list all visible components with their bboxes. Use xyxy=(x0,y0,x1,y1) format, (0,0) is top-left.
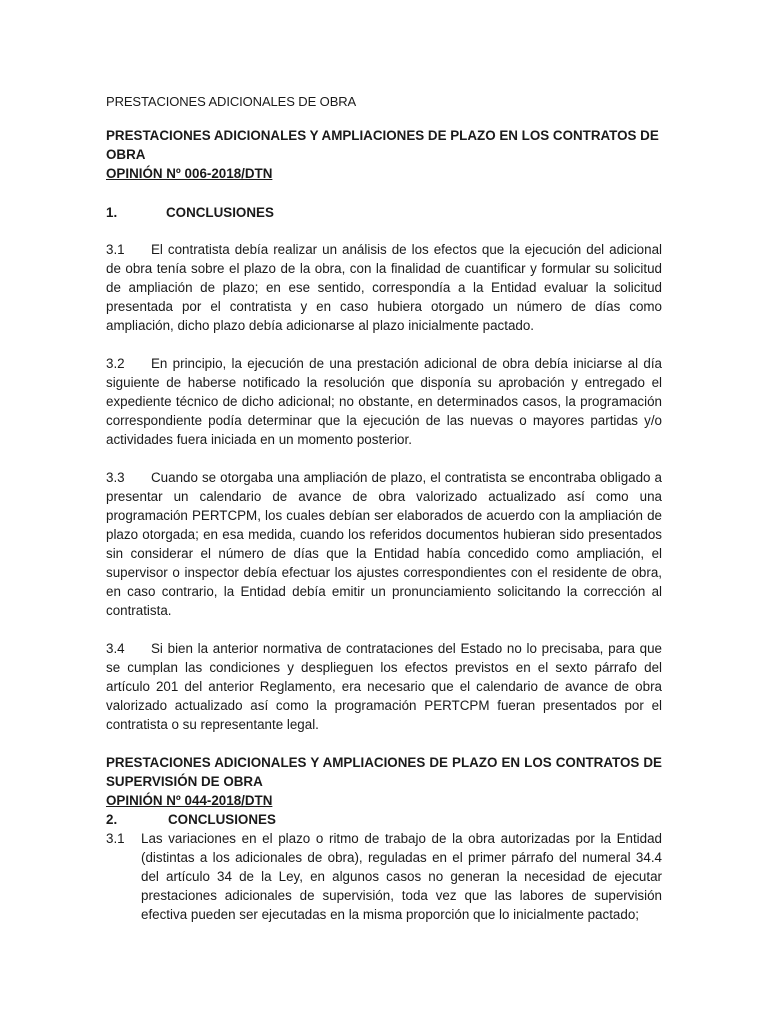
section2-opinion: OPINIÓN Nº 044-2018/DTN xyxy=(106,793,273,808)
section1-opinion: OPINIÓN Nº 006-2018/DTN xyxy=(106,166,273,181)
paragraph-number: 3.1 xyxy=(106,242,125,257)
section1-heading-number: 1. xyxy=(106,205,118,220)
section2-title: PRESTACIONES ADICIONALES Y AMPLIACIONES DE PLAZO EN LOS CONTRATOS DE SUPERVISIÓN DE OBRA xyxy=(106,755,662,789)
section2-heading xyxy=(106,810,662,829)
document-body xyxy=(106,92,662,924)
paragraph-number: 3.1 xyxy=(106,831,125,846)
paragraph-text: El contratista debía realizar un análisis de los efectos que la ejecución del adicional de obra tenía sobre el plazo de la obra, con la finalidad de cuantificar y formular su solicitud de ampliación de plazo; en ese sentido, correspondía a la Entidad evaluar la solicitud presentada por el contratista y en caso hubiera otorgado un número de días como ampliación, dicho plazo debía adicionarse al plazo inicialmente pactado. xyxy=(106,242,662,333)
section1-heading-text: CONCLUSIONES xyxy=(166,205,274,220)
section1-heading xyxy=(106,203,662,222)
paragraph-text: Cuando se otorgaba una ampliación de plazo, el contratista se encontraba obligado a presentar un calendario de avance de obra valorizado actualizado así como una programación PERTCPM, los cuales debían ser elaborados de acuerdo con la ampliación de plazo otorgada; en esa medida, cuando los referidos documentos hubieran sido presentados sin considerar el número de días que la Entidad había concedido como ampliación, el supervisor o inspector debía efectuar los ajustes correspondientes con el residente de obra, en caso contrario, la Entidad debía emitir un pronunciamiento solicitando la corrección al contratista. xyxy=(106,470,662,618)
paragraph-text: Las variaciones en el plazo o ritmo de trabajo de la obra autorizadas por la Entidad (distintas a los adicionales de obra), reguladas en el primer párrafo del numeral 34.4 del artículo 34 de la Ley, en algunos casos no generan la necesidad de ejecutar prestaciones adicionales de supervisión, toda vez que las labores de supervisión efectiva pueden ser ejecutadas en la misma proporción que lo inicialmente pactado; xyxy=(141,831,662,922)
section1-paragraph-3-3 xyxy=(106,468,662,620)
section1-paragraph-3-2 xyxy=(106,354,662,449)
document-header: PRESTACIONES ADICIONALES DE OBRA xyxy=(106,94,357,109)
section2-title-block xyxy=(106,753,662,810)
paragraph-text: En principio, la ejecución de una prestación adicional de obra debía iniciarse al día siguiente de haberse notificado la resolución que disponía su aprobación y entregado el expediente técnico de dicho adicional; no obstante, en determinados casos, la programación correspondiente podía determinar que la ejecución de las nuevas o mayores partidas y/o actividades fuera iniciada en un momento posterior. xyxy=(106,356,662,447)
paragraph-text: Si bien la anterior normativa de contrataciones del Estado no lo precisaba, para que se cumplan las condiciones y desplieguen los efectos previstos en el sexto párrafo del artículo 201 del anterior Reglamento, era necesario que el calendario de avance de obra valorizado actualizado así como la programación PERTCPM fueran presentados por el contratista o su representante legal. xyxy=(106,641,662,732)
section1-paragraph-3-1 xyxy=(106,240,662,335)
section2-heading-text: CONCLUSIONES xyxy=(168,812,276,827)
section1-title: PRESTACIONES ADICIONALES Y AMPLIACIONES DE PLAZO EN LOS CONTRATOS DE OBRA xyxy=(106,128,659,162)
section1-paragraph-3-4 xyxy=(106,639,662,734)
section2-heading-number: 2. xyxy=(106,812,118,827)
section2-paragraph-3-1 xyxy=(106,829,662,924)
paragraph-number: 3.4 xyxy=(106,641,125,656)
paragraph-number: 3.2 xyxy=(106,356,125,371)
paragraph-number: 3.3 xyxy=(106,470,125,485)
section1-title-block xyxy=(106,126,662,183)
